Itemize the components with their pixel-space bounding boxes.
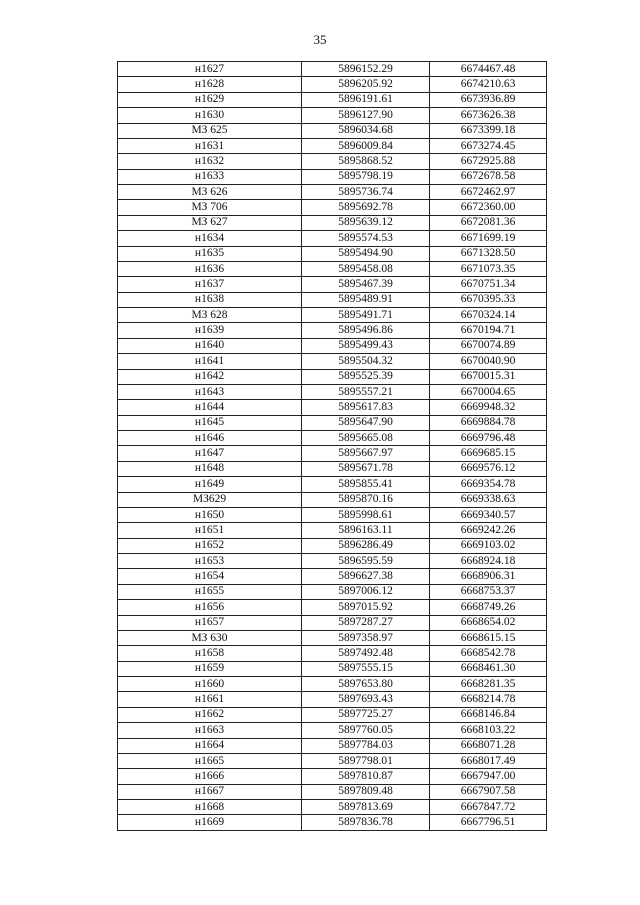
table-row bbox=[118, 400, 547, 415]
point-id-cell: н1667 bbox=[118, 784, 302, 799]
point-id-cell: н1629 bbox=[118, 92, 302, 107]
point-id-cell: н1641 bbox=[118, 354, 302, 369]
table-row bbox=[118, 308, 547, 323]
y-coordinate-cell: 6672462.97 bbox=[430, 185, 547, 200]
table-row bbox=[118, 77, 547, 92]
point-id-cell: МЗ 626 bbox=[118, 185, 302, 200]
point-id-cell: н1649 bbox=[118, 477, 302, 492]
table-row bbox=[118, 569, 547, 584]
x-coordinate-cell: 5897555.15 bbox=[302, 661, 430, 676]
x-coordinate-cell: 5895557.21 bbox=[302, 384, 430, 399]
x-coordinate-cell: 5895736.74 bbox=[302, 185, 430, 200]
y-coordinate-cell: 6668654.02 bbox=[430, 615, 547, 630]
y-coordinate-cell: 6668146.84 bbox=[430, 707, 547, 722]
table-row bbox=[118, 446, 547, 461]
table-row bbox=[118, 753, 547, 768]
table-row bbox=[118, 523, 547, 538]
y-coordinate-cell: 6670015.31 bbox=[430, 369, 547, 384]
y-coordinate-cell: 6672081.36 bbox=[430, 215, 547, 230]
table-row bbox=[118, 815, 547, 830]
point-id-cell: н1659 bbox=[118, 661, 302, 676]
table-row bbox=[118, 677, 547, 692]
y-coordinate-cell: 6670751.34 bbox=[430, 277, 547, 292]
x-coordinate-cell: 5895870.16 bbox=[302, 492, 430, 507]
y-coordinate-cell: 6668749.26 bbox=[430, 600, 547, 615]
table-row bbox=[118, 492, 547, 507]
table-row bbox=[118, 784, 547, 799]
x-coordinate-cell: 5895798.19 bbox=[302, 169, 430, 184]
point-id-cell: н1636 bbox=[118, 261, 302, 276]
x-coordinate-cell: 5896152.29 bbox=[302, 62, 430, 77]
table-row bbox=[118, 246, 547, 261]
point-id-cell: н1642 bbox=[118, 369, 302, 384]
y-coordinate-cell: 6668753.37 bbox=[430, 584, 547, 599]
table-row bbox=[118, 62, 547, 77]
y-coordinate-cell: 6668103.22 bbox=[430, 723, 547, 738]
x-coordinate-cell: 5897725.27 bbox=[302, 707, 430, 722]
y-coordinate-cell: 6671328.50 bbox=[430, 246, 547, 261]
y-coordinate-cell: 6673274.45 bbox=[430, 138, 547, 153]
x-coordinate-cell: 5895467.39 bbox=[302, 277, 430, 292]
table-row bbox=[118, 261, 547, 276]
table-row bbox=[118, 507, 547, 522]
point-id-cell: н1651 bbox=[118, 523, 302, 538]
y-coordinate-cell: 6673936.89 bbox=[430, 92, 547, 107]
point-id-cell: МЗ 630 bbox=[118, 630, 302, 645]
y-coordinate-cell: 6668214.78 bbox=[430, 692, 547, 707]
x-coordinate-cell: 5897358.97 bbox=[302, 630, 430, 645]
table-row bbox=[118, 692, 547, 707]
point-id-cell: н1630 bbox=[118, 108, 302, 123]
y-coordinate-cell: 6668017.49 bbox=[430, 753, 547, 768]
x-coordinate-cell: 5895667.97 bbox=[302, 446, 430, 461]
x-coordinate-cell: 5896595.59 bbox=[302, 554, 430, 569]
x-coordinate-cell: 5895868.52 bbox=[302, 154, 430, 169]
y-coordinate-cell: 6668281.35 bbox=[430, 677, 547, 692]
table-row bbox=[118, 615, 547, 630]
table-row bbox=[118, 769, 547, 784]
point-id-cell: н1662 bbox=[118, 707, 302, 722]
y-coordinate-cell: 6673626.38 bbox=[430, 108, 547, 123]
point-id-cell: н1655 bbox=[118, 584, 302, 599]
x-coordinate-cell: 5895458.08 bbox=[302, 261, 430, 276]
table-row bbox=[118, 169, 547, 184]
y-coordinate-cell: 6668542.78 bbox=[430, 646, 547, 661]
x-coordinate-cell: 5896163.11 bbox=[302, 523, 430, 538]
table-row bbox=[118, 123, 547, 138]
y-coordinate-cell: 6669242.26 bbox=[430, 523, 547, 538]
table-row bbox=[118, 185, 547, 200]
x-coordinate-cell: 5895639.12 bbox=[302, 215, 430, 230]
point-id-cell: н1638 bbox=[118, 292, 302, 307]
y-coordinate-cell: 6674467.48 bbox=[430, 62, 547, 77]
point-id-cell: н1646 bbox=[118, 431, 302, 446]
table-row bbox=[118, 108, 547, 123]
table-row bbox=[118, 338, 547, 353]
x-coordinate-cell: 5896205.92 bbox=[302, 77, 430, 92]
x-coordinate-cell: 5896286.49 bbox=[302, 538, 430, 553]
point-id-cell: МЗ 625 bbox=[118, 123, 302, 138]
point-id-cell: н1643 bbox=[118, 384, 302, 399]
table-row bbox=[118, 646, 547, 661]
y-coordinate-cell: 6670040.90 bbox=[430, 354, 547, 369]
x-coordinate-cell: 5897784.03 bbox=[302, 738, 430, 753]
x-coordinate-cell: 5897810.87 bbox=[302, 769, 430, 784]
x-coordinate-cell: 5896034.68 bbox=[302, 123, 430, 138]
point-id-cell: н1637 bbox=[118, 277, 302, 292]
x-coordinate-cell: 5897287.27 bbox=[302, 615, 430, 630]
coordinates-table bbox=[117, 61, 547, 831]
x-coordinate-cell: 5895525.39 bbox=[302, 369, 430, 384]
y-coordinate-cell: 6667947.00 bbox=[430, 769, 547, 784]
table-row bbox=[118, 738, 547, 753]
x-coordinate-cell: 5895665.08 bbox=[302, 431, 430, 446]
x-coordinate-cell: 5895499.43 bbox=[302, 338, 430, 353]
y-coordinate-cell: 6672925.88 bbox=[430, 154, 547, 169]
x-coordinate-cell: 5895617.83 bbox=[302, 400, 430, 415]
table-row bbox=[118, 415, 547, 430]
table-row bbox=[118, 354, 547, 369]
y-coordinate-cell: 6669884.78 bbox=[430, 415, 547, 430]
x-coordinate-cell: 5897760.05 bbox=[302, 723, 430, 738]
point-id-cell: н1668 bbox=[118, 800, 302, 815]
table-row bbox=[118, 630, 547, 645]
point-id-cell: н1627 bbox=[118, 62, 302, 77]
x-coordinate-cell: 5895494.90 bbox=[302, 246, 430, 261]
x-coordinate-cell: 5895491.71 bbox=[302, 308, 430, 323]
x-coordinate-cell: 5896127.90 bbox=[302, 108, 430, 123]
table-row bbox=[118, 707, 547, 722]
x-coordinate-cell: 5897813.69 bbox=[302, 800, 430, 815]
table-row bbox=[118, 138, 547, 153]
table-row bbox=[118, 554, 547, 569]
table-row bbox=[118, 215, 547, 230]
y-coordinate-cell: 6669103.02 bbox=[430, 538, 547, 553]
point-id-cell: н1654 bbox=[118, 569, 302, 584]
table-row bbox=[118, 231, 547, 246]
x-coordinate-cell: 5897693.43 bbox=[302, 692, 430, 707]
point-id-cell: н1669 bbox=[118, 815, 302, 830]
point-id-cell: н1648 bbox=[118, 461, 302, 476]
point-id-cell: н1665 bbox=[118, 753, 302, 768]
x-coordinate-cell: 5895692.78 bbox=[302, 200, 430, 215]
x-coordinate-cell: 5897798.01 bbox=[302, 753, 430, 768]
y-coordinate-cell: 6670324.14 bbox=[430, 308, 547, 323]
table-row bbox=[118, 477, 547, 492]
x-coordinate-cell: 5897006.12 bbox=[302, 584, 430, 599]
x-coordinate-cell: 5896009.84 bbox=[302, 138, 430, 153]
point-id-cell: МЗ 628 bbox=[118, 308, 302, 323]
point-id-cell: н1633 bbox=[118, 169, 302, 184]
x-coordinate-cell: 5895496.86 bbox=[302, 323, 430, 338]
page-number: 35 bbox=[313, 32, 327, 47]
point-id-cell: МЗ 706 bbox=[118, 200, 302, 215]
y-coordinate-cell: 6669338.63 bbox=[430, 492, 547, 507]
y-coordinate-cell: 6669340.57 bbox=[430, 507, 547, 522]
point-id-cell: н1653 bbox=[118, 554, 302, 569]
point-id-cell: н1628 bbox=[118, 77, 302, 92]
table-row bbox=[118, 431, 547, 446]
y-coordinate-cell: 6668071.28 bbox=[430, 738, 547, 753]
y-coordinate-cell: 6674210.63 bbox=[430, 77, 547, 92]
y-coordinate-cell: 6670004.65 bbox=[430, 384, 547, 399]
y-coordinate-cell: 6670395.33 bbox=[430, 292, 547, 307]
table-row bbox=[118, 723, 547, 738]
table-row bbox=[118, 277, 547, 292]
point-id-cell: н1652 bbox=[118, 538, 302, 553]
point-id-cell: н1664 bbox=[118, 738, 302, 753]
y-coordinate-cell: 6672678.58 bbox=[430, 169, 547, 184]
coordinates-table-body bbox=[118, 62, 547, 831]
x-coordinate-cell: 5896191.61 bbox=[302, 92, 430, 107]
x-coordinate-cell: 5897015.92 bbox=[302, 600, 430, 615]
table-row bbox=[118, 292, 547, 307]
point-id-cell: н1645 bbox=[118, 415, 302, 430]
point-id-cell: МЗ629 bbox=[118, 492, 302, 507]
y-coordinate-cell: 6667796.51 bbox=[430, 815, 547, 830]
y-coordinate-cell: 6669354.78 bbox=[430, 477, 547, 492]
point-id-cell: н1656 bbox=[118, 600, 302, 615]
table-row bbox=[118, 661, 547, 676]
x-coordinate-cell: 5895489.91 bbox=[302, 292, 430, 307]
table-row bbox=[118, 323, 547, 338]
y-coordinate-cell: 6668924.18 bbox=[430, 554, 547, 569]
y-coordinate-cell: 6667847.72 bbox=[430, 800, 547, 815]
y-coordinate-cell: 6669796.48 bbox=[430, 431, 547, 446]
x-coordinate-cell: 5895504.32 bbox=[302, 354, 430, 369]
y-coordinate-cell: 6671699.19 bbox=[430, 231, 547, 246]
x-coordinate-cell: 5895998.61 bbox=[302, 507, 430, 522]
x-coordinate-cell: 5897653.80 bbox=[302, 677, 430, 692]
y-coordinate-cell: 6669576.12 bbox=[430, 461, 547, 476]
y-coordinate-cell: 6667907.58 bbox=[430, 784, 547, 799]
point-id-cell: н1634 bbox=[118, 231, 302, 246]
point-id-cell: н1644 bbox=[118, 400, 302, 415]
point-id-cell: н1661 bbox=[118, 692, 302, 707]
table-row bbox=[118, 538, 547, 553]
y-coordinate-cell: 6669685.15 bbox=[430, 446, 547, 461]
x-coordinate-cell: 5896627.38 bbox=[302, 569, 430, 584]
point-id-cell: н1632 bbox=[118, 154, 302, 169]
point-id-cell: МЗ 627 bbox=[118, 215, 302, 230]
point-id-cell: н1657 bbox=[118, 615, 302, 630]
x-coordinate-cell: 5895671.78 bbox=[302, 461, 430, 476]
x-coordinate-cell: 5897492.48 bbox=[302, 646, 430, 661]
x-coordinate-cell: 5895855.41 bbox=[302, 477, 430, 492]
y-coordinate-cell: 6669948.32 bbox=[430, 400, 547, 415]
table-row bbox=[118, 600, 547, 615]
y-coordinate-cell: 6668615.15 bbox=[430, 630, 547, 645]
x-coordinate-cell: 5895647.90 bbox=[302, 415, 430, 430]
point-id-cell: н1635 bbox=[118, 246, 302, 261]
x-coordinate-cell: 5895574.53 bbox=[302, 231, 430, 246]
y-coordinate-cell: 6670074.89 bbox=[430, 338, 547, 353]
y-coordinate-cell: 6671073.35 bbox=[430, 261, 547, 276]
table-row bbox=[118, 200, 547, 215]
y-coordinate-cell: 6673399.18 bbox=[430, 123, 547, 138]
table-row bbox=[118, 154, 547, 169]
point-id-cell: н1650 bbox=[118, 507, 302, 522]
point-id-cell: н1658 bbox=[118, 646, 302, 661]
table-row bbox=[118, 369, 547, 384]
y-coordinate-cell: 6668906.31 bbox=[430, 569, 547, 584]
point-id-cell: н1631 bbox=[118, 138, 302, 153]
table-row bbox=[118, 384, 547, 399]
x-coordinate-cell: 5897809.48 bbox=[302, 784, 430, 799]
table-row bbox=[118, 800, 547, 815]
table-row bbox=[118, 461, 547, 476]
point-id-cell: н1663 bbox=[118, 723, 302, 738]
point-id-cell: н1639 bbox=[118, 323, 302, 338]
table-row bbox=[118, 584, 547, 599]
table-row bbox=[118, 92, 547, 107]
point-id-cell: н1647 bbox=[118, 446, 302, 461]
point-id-cell: н1660 bbox=[118, 677, 302, 692]
point-id-cell: н1666 bbox=[118, 769, 302, 784]
point-id-cell: н1640 bbox=[118, 338, 302, 353]
y-coordinate-cell: 6670194.71 bbox=[430, 323, 547, 338]
x-coordinate-cell: 5897836.78 bbox=[302, 815, 430, 830]
y-coordinate-cell: 6668461.30 bbox=[430, 661, 547, 676]
y-coordinate-cell: 6672360.00 bbox=[430, 200, 547, 215]
